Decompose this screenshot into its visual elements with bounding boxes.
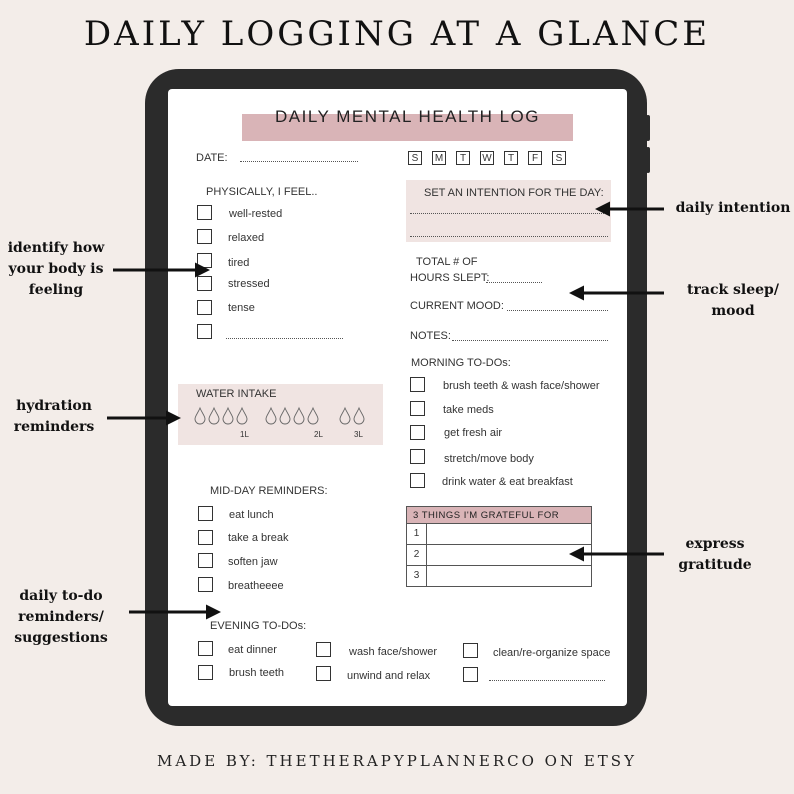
gratitude-row-number: 2 [407, 545, 427, 565]
evening-item: unwind and relax [347, 670, 431, 682]
water-mark: 2L [314, 430, 323, 439]
day-box[interactable]: S [408, 151, 422, 165]
physical-item: well-rested [229, 208, 283, 220]
physical-item: tired [228, 257, 250, 269]
annotation-todo: daily to-do reminders/ suggestions [14, 588, 108, 646]
intention-heading: SET AN INTENTION FOR THE DAY: [424, 187, 604, 199]
gratitude-heading: 3 THINGS I'M GRATEFUL FOR [406, 506, 592, 524]
annotation-intention: daily intention [675, 200, 791, 216]
physically-heading: PHYSICALLY, I FEEL.. [206, 186, 318, 198]
gratitude-row-number: 3 [407, 566, 427, 586]
evening-item: wash face/shower [349, 646, 438, 658]
sleep-label: TOTAL # OF [416, 256, 478, 268]
physical-item: relaxed [228, 232, 265, 244]
physical-item: tense [228, 302, 255, 314]
mood-label: CURRENT MOOD: [410, 300, 504, 312]
physical-item: stressed [228, 278, 270, 290]
annotation-body: identify how your body is feeling [7, 240, 105, 298]
evening-heading: EVENING TO-DOs: [210, 620, 307, 632]
page-title: DAILY LOGGING AT A GLANCE [83, 14, 711, 54]
midday-item: soften jaw [228, 556, 278, 568]
morning-item: take meds [443, 404, 494, 416]
day-box[interactable]: F [528, 151, 542, 165]
water-mark: 1L [240, 430, 249, 439]
date-label: DATE: [196, 152, 228, 164]
day-box[interactable]: T [504, 151, 518, 165]
water-heading: WATER INTAKE [196, 388, 277, 400]
evening-item: eat dinner [228, 644, 277, 656]
water-mark: 3L [354, 430, 363, 439]
morning-item: stretch/move body [444, 453, 534, 465]
notes-label: NOTES: [410, 330, 451, 342]
morning-item: brush teeth & wash face/shower [443, 380, 600, 392]
day-box[interactable]: S [552, 151, 566, 165]
midday-heading: MID-DAY REMINDERS: [210, 485, 328, 497]
gratitude-row-number: 1 [407, 524, 427, 544]
annotation-hydration: hydration reminders [13, 398, 95, 435]
midday-item: eat lunch [229, 509, 274, 521]
log-title: DAILY MENTAL HEALTH LOG [274, 107, 540, 126]
day-box[interactable]: T [456, 151, 470, 165]
day-box[interactable]: W [480, 151, 494, 165]
evening-item: clean/re-organize space [493, 647, 611, 659]
footer-credit: MADE BY: THETHERAPYPLANNERCO ON ETSY [156, 752, 637, 770]
day-box[interactable]: M [432, 151, 446, 165]
annotation-gratitude: express gratitude [678, 536, 752, 573]
morning-item: get fresh air [444, 427, 503, 439]
evening-item: brush teeth [229, 667, 285, 679]
midday-item: breatheeee [228, 580, 284, 592]
morning-item: drink water & eat breakfast [442, 476, 573, 488]
morning-heading: MORNING TO-DOs: [411, 357, 511, 369]
annotation-sleep: track sleep/ mood [687, 282, 779, 319]
sleep-label: HOURS SLEPT: [410, 272, 490, 284]
midday-item: take a break [228, 532, 289, 544]
